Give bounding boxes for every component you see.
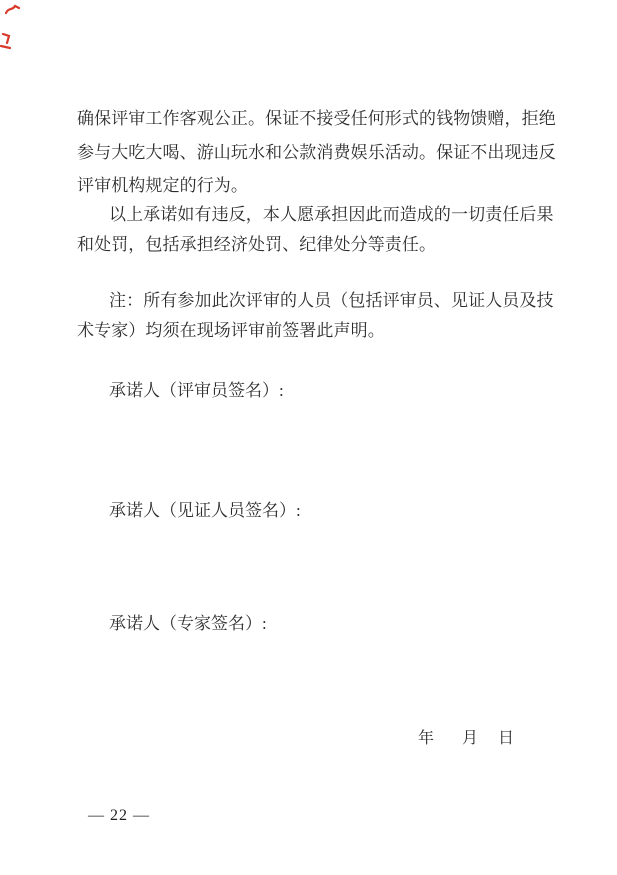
date-day-label: 日 bbox=[498, 730, 515, 747]
signature-label-witness: 承诺人（见证人员签名）: bbox=[109, 501, 301, 520]
body-paragraph1-line1: 确保评审工作客观公正。保证不接受任何形式的钱物馈赠，拒绝 bbox=[77, 109, 556, 128]
page-number: — 22 — bbox=[88, 807, 150, 824]
note-paragraph-line1: 注：所有参加此次评审的人员（包括评审员、见证人员及技 bbox=[109, 291, 554, 310]
note-paragraph-line2: 术专家）均须在现场评审前签署此声明。 bbox=[77, 321, 385, 340]
body-paragraph1-line3: 评审机构规定的行为。 bbox=[77, 176, 248, 195]
date-year-label: 年 bbox=[418, 730, 435, 747]
body-paragraph2-line1: 以上承诺如有违反，本人愿承担因此而造成的一切责任后果 bbox=[109, 205, 554, 224]
body-paragraph1-line2: 参与大吃大喝、游山玩水和公款消费娱乐活动。保证不出现违反 bbox=[77, 143, 556, 162]
signature-label-reviewer: 承诺人（评审员签名）: bbox=[109, 381, 284, 400]
red-scan-mark-icon bbox=[5, 2, 21, 20]
signature-label-expert: 承诺人（专家签名）: bbox=[109, 614, 267, 633]
red-scan-mark-icon bbox=[0, 33, 13, 55]
body-paragraph2-line2: 和处罚，包括承担经济处罚、纪律处分等责任。 bbox=[77, 235, 437, 254]
date-month-label: 月 bbox=[462, 730, 479, 747]
